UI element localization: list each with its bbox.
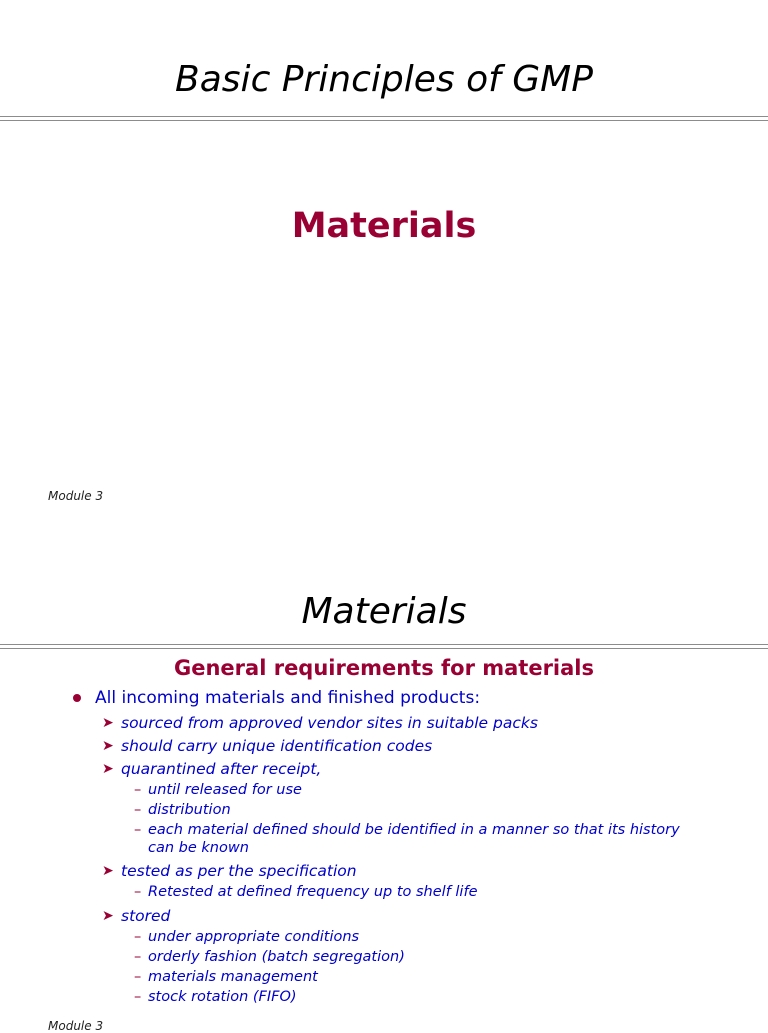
dash-bullet-icon: –	[134, 989, 142, 1005]
title-divider	[0, 116, 768, 121]
list-item-text: distribution	[148, 802, 231, 818]
list-item	[134, 968, 688, 988]
list-item-text: tested as per the specification	[121, 862, 357, 880]
slide-title: Materials	[301, 591, 467, 632]
list-item-text: under appropriate conditions	[148, 929, 360, 945]
list-item-text: Retested at defined frequency up to shelf life	[148, 884, 478, 900]
arrow-bullet-icon: ➤	[102, 761, 114, 777]
bullet-dot-icon	[73, 694, 81, 702]
list-item	[134, 988, 688, 1008]
module-label: Module 3	[48, 1019, 104, 1033]
list-item-text: each material defined should be identified in a manner so that its history can be known	[148, 822, 680, 856]
bullet-list	[0, 686, 768, 1008]
list-item-text: sourced from approved vendor sites in suitable packs	[121, 714, 538, 732]
list-item	[95, 686, 768, 712]
dash-bullet-icon: –	[134, 969, 142, 985]
dash-bullet-icon: –	[134, 822, 142, 838]
dash-bullet-icon: –	[134, 802, 142, 818]
list-item-text: should carry unique identification codes	[121, 737, 433, 755]
dash-bullet-icon: –	[134, 929, 142, 945]
dash-bullet-icon: –	[134, 884, 142, 900]
list-item	[102, 735, 768, 758]
list-item	[134, 928, 688, 948]
list-item	[134, 781, 688, 801]
list-item-text: stored	[121, 907, 171, 925]
arrow-bullet-icon: ➤	[102, 715, 114, 731]
dash-bullet-icon: –	[134, 949, 142, 965]
slide-title: Basic Principles of GMP	[175, 59, 593, 100]
list-item	[134, 883, 688, 903]
content-heading: General requirements for materials	[174, 656, 594, 680]
list-item	[134, 801, 688, 821]
list-item	[134, 948, 688, 968]
module-label: Module 3	[48, 489, 104, 503]
list-item	[134, 821, 688, 857]
list-item-text: until released for use	[148, 782, 302, 798]
dash-bullet-icon: –	[134, 782, 142, 798]
arrow-bullet-icon: ➤	[102, 738, 114, 754]
list-item-text: All incoming materials and finished products:	[95, 688, 481, 708]
arrow-bullet-icon: ➤	[102, 908, 114, 924]
section-heading: Materials	[291, 206, 477, 246]
list-item	[102, 905, 768, 928]
arrow-bullet-icon: ➤	[102, 863, 114, 879]
list-item	[102, 758, 768, 781]
slide-materials	[0, 572, 768, 1033]
list-item-text: materials management	[148, 969, 318, 985]
title-divider	[0, 644, 768, 649]
list-item	[102, 712, 768, 735]
list-item-text: orderly fashion (batch segregation)	[148, 949, 405, 965]
list-item	[102, 860, 768, 883]
list-item-text: quarantined after receipt,	[121, 760, 322, 778]
list-item-text: stock rotation (FIFO)	[148, 989, 297, 1005]
